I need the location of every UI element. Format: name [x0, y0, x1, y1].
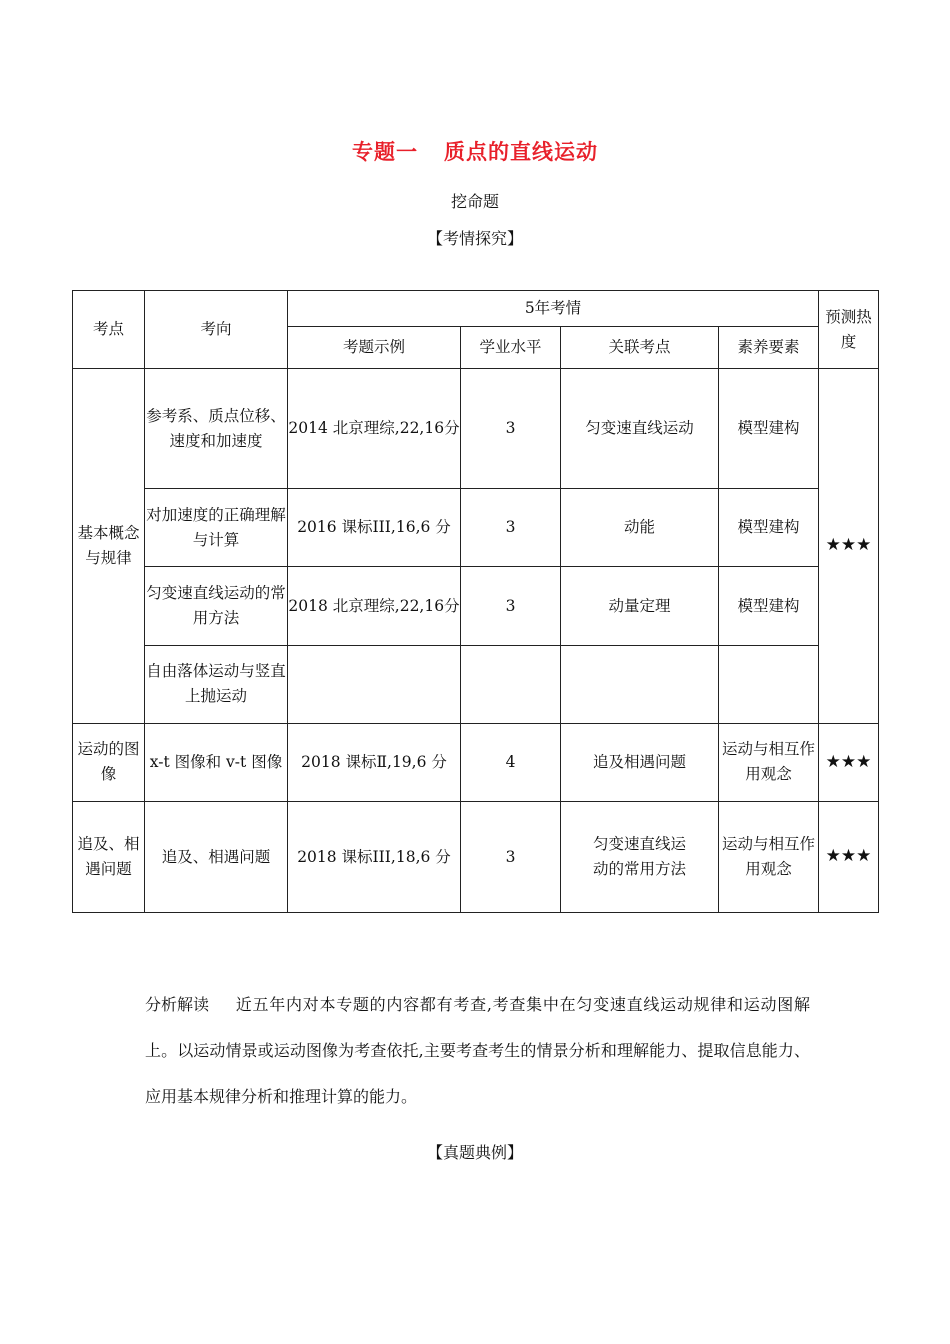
example-cell: 2016 课标III,16,6 分: [288, 489, 461, 567]
header-five-year: 5年考情: [288, 291, 819, 327]
header-kaodian: 考点: [73, 291, 145, 369]
example-cell: 2018 课标Ⅱ,19,6 分: [288, 723, 461, 801]
related-cell: [561, 645, 719, 723]
title-part2: 质点的直线运动: [444, 140, 598, 164]
header-forecast: 预测热度: [819, 291, 879, 369]
related-cell: 匀变速直线运动的常用方法: [561, 801, 719, 912]
table-row: [73, 723, 879, 801]
section-heading-kaoqing: 【考情探究】: [426, 229, 523, 248]
kaoxiang-cell: 参考系、质点位移、速度和加速度: [145, 369, 288, 489]
related-cell: 追及相遇问题: [561, 723, 719, 801]
forecast-stars: ★★★: [819, 723, 879, 801]
kaoxiang-cell: 自由落体运动与竖直上抛运动: [145, 645, 288, 723]
page-title: [0, 136, 950, 166]
kaoxiang-cell: 追及、相遇问题: [145, 801, 288, 912]
level-cell: 4: [461, 723, 561, 801]
literacy-cell: 运动与相互作用观念: [719, 801, 819, 912]
example-cell: 2014 北京理综,22,16分: [288, 369, 461, 489]
forecast-stars: ★★★: [819, 801, 879, 912]
example-cell: [288, 645, 461, 723]
kaoxiang-cell: 匀变速直线运动的常用方法: [145, 567, 288, 645]
level-cell: 3: [461, 801, 561, 912]
header-level: 学业水平: [461, 327, 561, 369]
header-literacy: 素养要素: [719, 327, 819, 369]
literacy-cell: 模型建构: [719, 489, 819, 567]
kaodian-cell: 运动的图像: [73, 723, 145, 801]
table-row: [73, 567, 879, 645]
literacy-cell: [719, 645, 819, 723]
literacy-cell: 模型建构: [719, 369, 819, 489]
forecast-stars: ★★★: [819, 369, 879, 724]
example-cell: 2018 北京理综,22,16分: [288, 567, 461, 645]
kaodian-cell: 追及、相遇问题: [73, 801, 145, 912]
literacy-cell: 模型建构: [719, 567, 819, 645]
analysis-text: 近五年内对本专题的内容都有考查,考查集中在匀变速直线运动规律和运动图解上。以运动情景或运动图像为考查依托,主要考查考生的情景分析和理解能力、提取信息能力、应用基本规律分析和推理计算的能力。: [145, 995, 810, 1106]
subtitle: 挖命题: [450, 192, 499, 211]
exam-analysis-table: [72, 290, 879, 913]
level-cell: 3: [461, 489, 561, 567]
table-row: [73, 801, 879, 912]
header-related: 关联考点: [561, 327, 719, 369]
level-cell: 3: [461, 369, 561, 489]
table-row: [73, 489, 879, 567]
example-cell: 2018 课标III,18,6 分: [288, 801, 461, 912]
header-example: 考题示例: [288, 327, 461, 369]
literacy-cell: 运动与相互作用观念: [719, 723, 819, 801]
related-cell: 匀变速直线运动: [561, 369, 719, 489]
kaodian-cell: 基本概念与规律: [73, 369, 145, 724]
analysis-lead: 分析解读: [145, 995, 210, 1014]
kaoxiang-cell: 对加速度的正确理解与计算: [145, 489, 288, 567]
table-row: [73, 369, 879, 489]
level-cell: [461, 645, 561, 723]
analysis-paragraph: [145, 982, 810, 1120]
related-cell: 动量定理: [561, 567, 719, 645]
level-cell: 3: [461, 567, 561, 645]
section-heading-zhenti: 【真题典例】: [426, 1143, 523, 1162]
related-cell: 动能: [561, 489, 719, 567]
table-row: [73, 645, 879, 723]
title-part1: 专题一: [352, 140, 418, 164]
header-kaoxiang: 考向: [145, 291, 288, 369]
kaoxiang-cell: x-t 图像和 v-t 图像: [145, 723, 288, 801]
